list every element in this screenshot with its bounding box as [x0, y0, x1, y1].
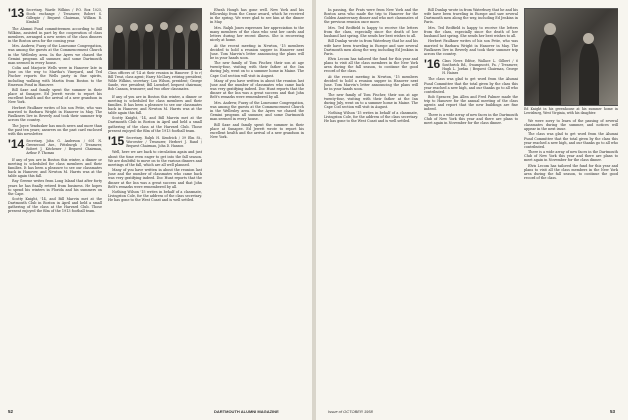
class-officers-photo — [108, 8, 202, 70]
paragraph: The new family of Tom Fischer, their son at age twenty-four, visiting with their father at the Inn during July, went on to a summer home in Maine. The Cape Cod section will visit in August. — [324, 92, 418, 110]
greenhouse-photo — [524, 8, 618, 106]
paragraph: Bill Saxe and family spent the summer in their place at Sunapee. Ed Jewett wrote to report his excellent health and the arrival of a new grandson in New York. — [210, 122, 304, 140]
class-number: '16 — [424, 56, 441, 71]
paragraph: There is a wide array of new faces in the Dartmouth Club of New York this year and there are plans to meet again in November for the class dinner. — [524, 150, 618, 163]
paragraph: In passing, the Frats were from New York and the Boston area who made the trip to Hanover for the Golden Anniversary dinner and who met classmates of the previous reunion once more. — [324, 8, 418, 25]
paragraph: Bob Spencer, Jim Allen and Fred Palmer made the trip to Hanover for the annual meeting of the class agents and report that the new buildings are fine indeed. — [424, 95, 518, 112]
right-column-3 — [524, 8, 618, 182]
paragraph: Mrs. Ted Redfield is happy to receive the letters from the class, especially since the death of her husband last spring. She sends her best wishes to all. — [424, 25, 518, 38]
paragraph: Colin and Marjorie Wells were in Hanover late in June on the way to Martha's Vineyard, and Ted Fischer reports the Wells party in fine spirits, including walking with Martin from Boston to the Emerson Pond in Hanover. — [8, 66, 102, 87]
class-officers: Secretary, John G. Anderson / 601 N. Greenwood Ave., Pittsburgh / Treasurer, Robert J. Kitchener / Bequest Chairman, Arthur P. Thomas — [26, 138, 102, 155]
paragraph: Mrs. Andrew, Fuzzy of the Lonesome Congregation, was among the guests at the Commencement Church in the Wellesley area. In the Ayres we chased the Gemini program all summer, and some Dartmouth man seemed in every house. — [210, 100, 304, 122]
paragraph: Herbert Faulkner writes of his son Petie, who was married to Barbara Wright in Hanover in May. The Faulkners live in Beverly and took their summer trip across the country. — [8, 105, 102, 123]
class-number: '13 — [8, 8, 25, 20]
paragraph: The Alumni Fund committeemen according to Bill Wilkins, assisted in part by the cooperation of class members, arranged a new series of the class dinners in the Boston area for the coming year. — [8, 26, 102, 43]
paragraph: Well, here we are back to circulation again and just about the time even eager to get into the fall season. We are doubtful to move on to the various dinners and meetings of the fall, which are all well planned. — [108, 150, 202, 167]
paragraph: Bill Saxe and family spent the summer in their place at Sunapee. Ed Jewett wrote to report his excellent health and the arrival of a new grandson in New York. — [8, 88, 102, 105]
paragraph: There is a wide array of new faces in the Dartmouth Club of New York this year and there are plans to meet again in November for the class dinner. — [424, 112, 518, 126]
magazine-name: DARTMOUTH ALUMNI MAGAZINE — [214, 409, 279, 414]
paragraph: We were sorry to learn of the passing of several classmates during the summer, and notices will appear in the next issue. — [524, 118, 618, 131]
left-column-1 — [8, 8, 102, 215]
page-number-left: 52 — [8, 409, 14, 414]
left-column-2 — [108, 8, 202, 204]
paragraph: Scotty Knight, '14, and Bill Marvin met at the Dartmouth Club in Boston in April and held a small gathering of the class at the Harvard Club. Those present enjoyed the film of the 1913 football team. — [8, 197, 102, 214]
class-heading-16 — [424, 56, 518, 76]
paragraph: Many of you have written in about the reunion last June and the number of classmates who came back was very gratifying indeed. Doc Hunt reports that the dinner at the Inn was a great success and that John Belt's remarks were remembered by all. — [210, 79, 304, 100]
paragraph: Ray Greene writes from Long Island that after forty years he has finally retired from business. He hopes to spend his winters in Florida and his summers on the Cape. — [8, 179, 102, 196]
paragraph: Nothing Wilson '15 writes in behalf of a classmate, Livingston Cole, for the address of the class secretary. He has gone to the West Coast and is well settled. — [108, 190, 202, 203]
right-column-1 — [324, 8, 418, 124]
paragraph: The Joyce Yendusker has much news and more than the past ten years; answers on the past card enclosed with this newsletter. — [8, 123, 102, 136]
left-column-3 — [210, 8, 304, 141]
paragraph: Bill Dunlap wrote in from Waterbury that he and his wife have been traveling in Europe and saw several Dartmouth men along the way, including Ed Jenkins in Paris. — [324, 39, 418, 56]
class-heading-14 — [8, 136, 102, 156]
paragraph: Mrs. Ralph Jones expresses her appreciation to the many members of the class who sent her cards and letters during her recent illness. She is recovering nicely at home. — [210, 25, 304, 43]
paragraph: Mrs. Andrew, Fuzzy of the Lonesome Congregation, was among the guests at the Commencement Church in the Wellesley area. In the Ayres we chased the Gemini program all summer, and some Dartmouth man seemed in every house. — [8, 44, 102, 65]
right-column-2 — [424, 8, 518, 127]
paragraph: At the recent meeting in Newton, '15 members decided to hold a reunion supper in Hanover next June. Tom Marvin's letter announcing the plans will be in your hands soon. — [324, 74, 418, 92]
paragraph: If any of you are in Boston this winter, a dinner or meeting is scheduled for class members and their families. It has been a pleasure to see our classmates back in Hanover, and Newton M. Harris was at the table again this fall. — [108, 94, 202, 115]
class-number: '15 — [108, 133, 125, 148]
paragraph: Bill Dunlap wrote in from Waterbury that he and his wife have been traveling in Europe and saw several Dartmouth men along the way, including Ed Jenkins in Paris. — [424, 8, 518, 25]
class-officers: Secretary, Ralph H. Kendrick / 39 Elm St., Worcester / Treasurer, Herbert J. Rand / Bequest Chairman, John D. Hanson — [126, 135, 202, 148]
paragraph: Herbert Faulkner writes of his son Petie, who was married to Barbara Wright in Hanover in May. The Faulkners live in Beverly and took their summer trip across the country. — [424, 39, 518, 56]
paragraph: The class was glad to get word from the Alumni Fund Committee that the total given by the class this year reached a new high, and our thanks go to all who contributed. — [424, 77, 518, 94]
issue-date: Issue of OCTOBER 1958 — [328, 409, 373, 414]
photo-caption: Ed Knight in his greenhouse at his summer home in Lewisburg, West Virginia, with his daughter. — [524, 107, 618, 115]
paragraph: If any of you are in Boston this winter, a dinner or meeting is scheduled for class members and their families. It has been a pleasure to see our classmates back in Hanover, and Newton M. Harris was at the table again this fall. — [8, 157, 102, 178]
paragraph: The new family of Tom Fischer, their son at age twenty-four, visiting with their father at the Inn during July, went on to a summer home in Maine. The Cape Cod section will visit in August. — [210, 61, 304, 78]
paragraph: At the recent meeting in Newton, '15 members decided to hold a reunion supper in Hanover next June. Tom Marvin's letter announcing the plans will be in your hands soon. — [210, 43, 304, 60]
paragraph: The class was glad to get word from the Alumni Fund Committee that the total given by the class this year reached a new high, and our thanks go to all who contributed. — [524, 132, 618, 149]
paragraph: Elwah Hough has gone well. New York and his fellowship from the Crane award, which he received in the spring. We were glad to see him at the dinner in May. — [210, 8, 304, 25]
class-heading-15 — [108, 133, 202, 149]
paragraph: Elvis Lecom has tailored the fund for this year and plans to visit all the class members in the New York area during the fall season, to continue the good record of the class. — [524, 163, 618, 181]
paragraph: Scotty Knight, '14, and Bill Marvin met at the Dartmouth Club in Boston in April and held a small gathering of the class at the Harvard Club. Those present enjoyed the film of the 1913 football team. — [108, 116, 202, 133]
class-number: '14 — [8, 136, 25, 151]
photo-caption: Class officers of '14 at their reunion in Hanover: (l to r) Bill Treat, class agent; Harry McClary, retiring president; Wilde Wilkins, secretary; Lou Wilson, president; George Sande, vice president; Bill Luendorf, bequest chairman; Bob Cannon, treasurer; and two other classmates. — [108, 71, 202, 91]
class-officers: Class News Editor, Wallace L. Gilbert / 6 Southwick Rd., Swampscott, Pa. / Treasurer, Hugh L. Jordan / Bequest Chairman, George H. Haines — [442, 58, 518, 75]
paragraph: Nothing Wilson '15 writes in behalf of a classmate, Livingston Cole, for the address of the class secretary. He has gone to the West Coast and is well settled. — [324, 110, 418, 123]
paragraph: Elvis Lecom has tailored the fund for this year and plans to visit all the class members in the New York area during the fall season, to continue the good record of the class. — [324, 57, 418, 74]
page-number-right: 53 — [610, 409, 616, 414]
paragraph: Many of you have written in about the reunion last June and the number of classmates who came back was very gratifying indeed. Doc Hunt reports that the dinner at the Inn was a great success and that John Belt's remarks were remembered by all. — [108, 168, 202, 189]
class-heading-13 — [8, 8, 102, 25]
paragraph: Mrs. Ted Redfield is happy to receive the letters from the class, especially since the death of her husband last spring. She sends her best wishes to all. — [324, 25, 418, 38]
class-officers: Secretary, Warde Wilkins / P.O. Box 1025, Stock exchange / Treasurer, Robert S. Gillespie / Bequest Chairman, William R. Kimball — [26, 8, 102, 24]
